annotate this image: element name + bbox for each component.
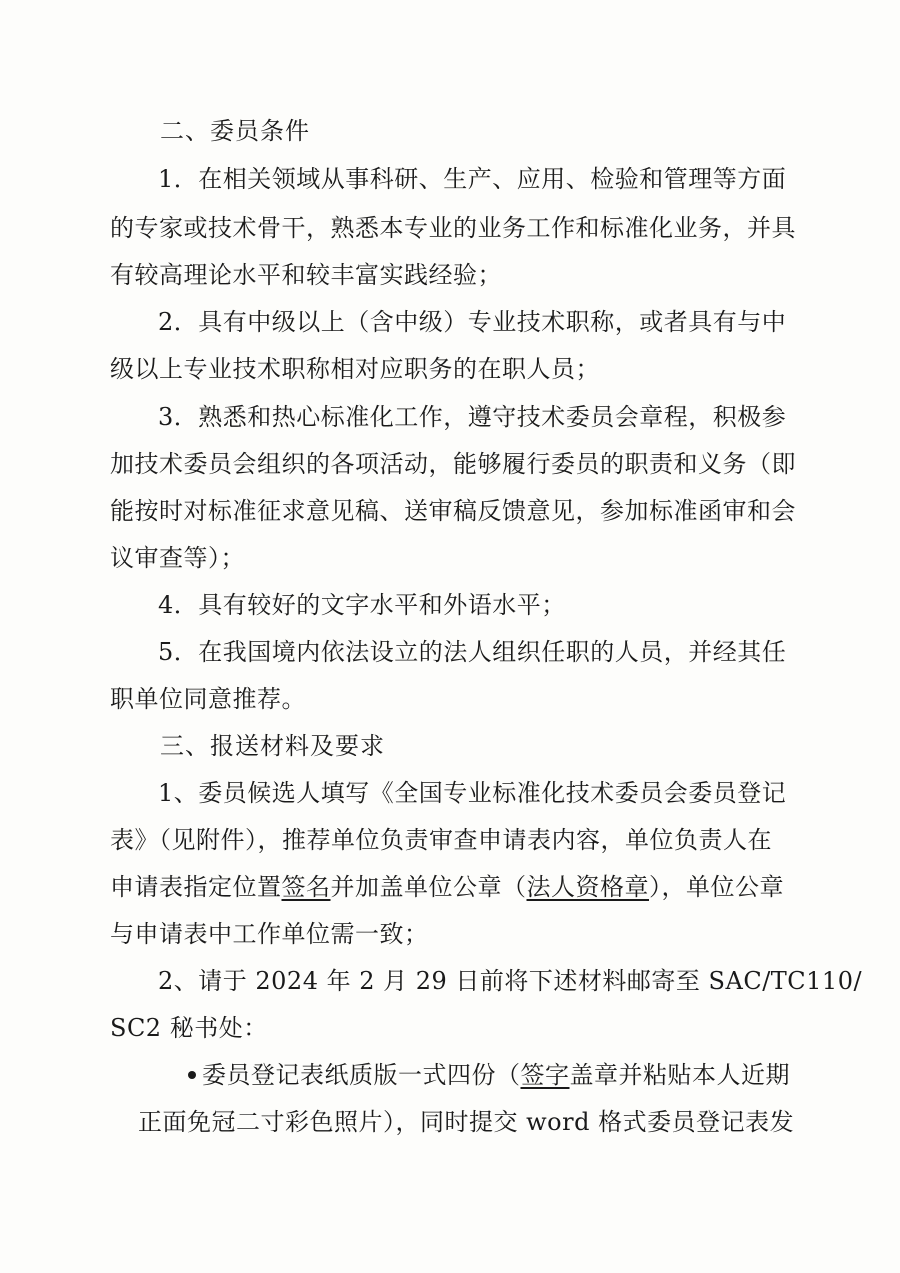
section-heading-materials: 三、报送材料及要求 (160, 732, 385, 760)
text-run: 并加盖单位公章（ (330, 873, 527, 901)
paragraph-line: 议审查等）； (110, 544, 245, 572)
text-run: ），单位公章 (649, 873, 784, 901)
paragraph-line: 2、请于 2024 年 2 月 29 日前将下述材料邮寄至 SAC/TC110/ (158, 967, 863, 995)
paragraph-line: 5．在我国境内依法设立的法人组织任职的人员，并经其任 (158, 638, 787, 666)
bullet-line (188, 1058, 790, 1092)
paragraph-line: 2．具有中级以上（含中级）专业技术职称，或者具有与中 (158, 308, 787, 336)
bullet-dot-icon (188, 1071, 196, 1079)
paragraph-line: 能按时对标准征求意见稿、送审稿反馈意见，参加标准函审和会 (110, 497, 796, 525)
paragraph-line: 级以上专业技术职称相对应职务的在职人员； (110, 355, 600, 383)
paragraph-line: 的专家或技术骨干，熟悉本专业的业务工作和标准化业务，并具 (110, 214, 796, 242)
paragraph-line: 职单位同意推荐。 (110, 685, 306, 713)
underlined-signature-text: 签字 (520, 1061, 570, 1089)
section-heading-conditions: 二、委员条件 (160, 117, 310, 145)
paragraph-line: 4．具有较好的文字水平和外语水平； (158, 591, 566, 619)
paragraph-line: SC2 秘书处： (110, 1014, 268, 1042)
paragraph-line: 加技术委员会组织的各项活动，能够履行委员的职责和义务（即 (110, 450, 796, 478)
underlined-signature-text: 签名 (281, 873, 331, 901)
paragraph-line: 1、委员候选人填写《全国专业标准化技术委员会委员登记 (158, 779, 787, 807)
underlined-seal-text: 法人资格章 (526, 873, 649, 901)
paragraph-line: 1．在相关领域从事科研、生产、应用、检验和管理等方面 (158, 165, 787, 193)
paragraph-line: 3．熟悉和热心标准化工作，遵守技术委员会章程，积极参 (158, 403, 787, 431)
text-run: 委员登记表纸质版一式四份（ (202, 1061, 521, 1089)
text-run: 申请表指定位置 (110, 873, 282, 901)
paragraph-line: 与申请表中工作单位需一致； (110, 920, 429, 948)
paragraph-line: 有较高理论水平和较丰富实践经验； (110, 261, 502, 289)
paragraph-line: 表》（见附件），推荐单位负责审查申请表内容，单位负责人在 (110, 826, 772, 854)
paragraph-line: 正面免冠二寸彩色照片），同时提交 word 格式委员登记表发 (138, 1108, 795, 1136)
paragraph-line (110, 870, 784, 904)
text-run: 盖章并粘贴本人近期 (569, 1061, 790, 1089)
